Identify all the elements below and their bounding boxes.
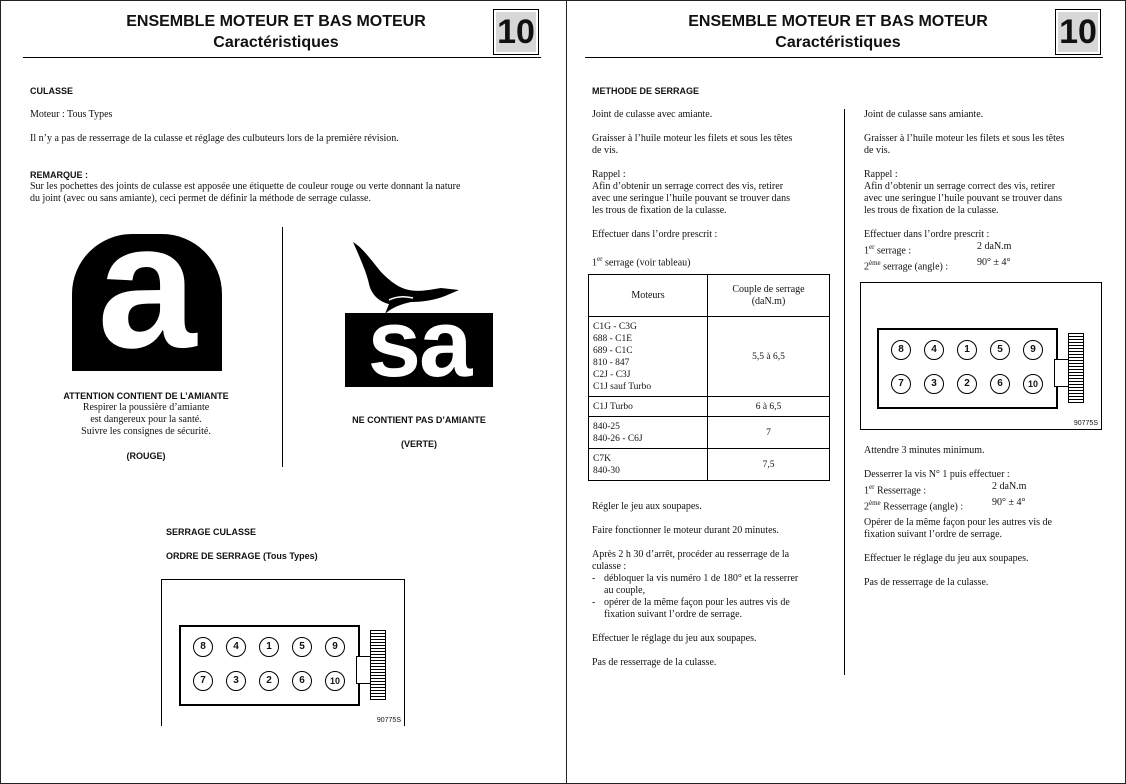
col2-operer-line1: Opérer de la même façon pour les autres vis de: [864, 517, 1052, 528]
col2-operer-line2: fixation suivant l’ordre de serrage.: [864, 529, 1003, 540]
bolt-top-2: 4: [226, 637, 246, 657]
bolt-bottom-1: 7: [891, 374, 911, 394]
col2-r2-sup: ème: [869, 499, 881, 508]
bolt-top-5: 9: [1023, 340, 1043, 360]
header-rule: [23, 57, 541, 58]
col2-r2-value: 90° ± 4°: [992, 497, 1026, 509]
no-asbestos-color: (VERTE): [401, 439, 437, 449]
table-header-moteurs: Moteurs: [589, 275, 708, 317]
methode-heading: METHODE DE SERRAGE: [592, 86, 700, 96]
engine-c2j: C2J - C3J: [593, 369, 631, 380]
culasse-heading: CULASSE: [30, 86, 74, 96]
col1-rappel-line3: les trous de fixation de la culasse.: [592, 205, 727, 216]
col2-s2-num: 2: [864, 261, 869, 273]
no-asbestos-logo-letters: sa: [367, 313, 471, 387]
header-subtitle: Caractéristiques: [775, 34, 901, 51]
col2-rappel-line2: avec une seringue l’huile pouvant se trouver dans: [864, 193, 1062, 204]
bolt-top-5: 9: [325, 637, 345, 657]
serrage-heading: SERRAGE CULASSE: [166, 527, 257, 537]
col2-graisser-line1: Graisser à l’huile moteur les filets et sous les têtes: [864, 133, 1065, 144]
col1-faire: Faire fonctionner le moteur durant 20 minutes.: [592, 525, 779, 536]
column-divider: [844, 109, 845, 675]
bird-icon: [349, 238, 474, 316]
col1-bullet-2-line1: opérer de la même façon pour les autres vis de: [604, 597, 790, 608]
col2-graisser: [864, 133, 1064, 157]
remarque-line-1: Sur les pochettes des joints de culasse est apposée une étiquette de couleur rouge ou verte donnant la nature: [30, 181, 461, 192]
col2-r2-label: Resserrage (angle) :: [880, 501, 964, 513]
no-asbestos-note: [319, 414, 519, 450]
bolt-bottom-4: 6: [990, 374, 1010, 394]
col1-pas: Pas de resserrage de la culasse.: [592, 657, 717, 668]
no-asbestos-title: NE CONTIENT PAS D’AMIANTE: [352, 415, 486, 425]
col2-attendre: Attendre 3 minutes minimum.: [864, 445, 985, 456]
col2-resserrage-1: [864, 481, 1084, 497]
col2-r2-num: 2: [864, 501, 869, 513]
bolt-top-1: 8: [193, 637, 213, 657]
asbestos-warning-line1: Respirer la poussière d’amiante: [82, 402, 210, 413]
engine-689: 689 - C1C: [593, 345, 633, 356]
table-row: [589, 417, 830, 449]
remarque-line-2: du joint (avec ou sans amiante), ceci permet de définir la méthode de serrage culasse.: [30, 193, 371, 204]
engine-688: 688 - C1E: [593, 333, 633, 344]
table-row4-engines: [589, 449, 708, 481]
asbestos-logo: [72, 234, 222, 371]
table-row: [589, 397, 830, 417]
col2-effectuer: [864, 229, 1084, 274]
cylinder-head-outline: [877, 328, 1058, 409]
col1-rappel-title: Rappel :: [592, 169, 626, 180]
bolt-top-1: 8: [891, 340, 911, 360]
bolt-bottom-1: 7: [193, 671, 213, 691]
table-row2-engines: C1J Turbo: [589, 397, 708, 417]
engine-840-25: 840-25: [593, 421, 620, 432]
col1-rappel-line2: avec une seringue l’huile pouvant se trouver dans: [592, 193, 790, 204]
col2-operer: [864, 517, 1052, 541]
asbestos-logo-letter: a: [97, 234, 197, 371]
bolt-bottom-5: 10: [1023, 374, 1043, 394]
col2-effectuer-title: Effectuer dans l’ordre prescrit :: [864, 229, 990, 240]
bolt-top-3: 1: [259, 637, 279, 657]
bolt-bottom-2: 3: [924, 374, 944, 394]
bolt-bottom-2: 3: [226, 671, 246, 691]
col1-apres: [592, 549, 822, 621]
col2-pas: Pas de resserrage de la culasse.: [864, 577, 989, 588]
header-rule: [585, 57, 1103, 58]
engine-c1g: C1G - C3G: [593, 321, 637, 332]
col1-graisser-line1: Graisser à l’huile moteur les filets et sous les têtes: [592, 133, 793, 144]
col1-serrage1-text: serrage (voir tableau): [602, 257, 691, 269]
col2-desserrer: [864, 469, 1084, 514]
bolt-top-2: 4: [924, 340, 944, 360]
bolt-top-3: 1: [957, 340, 977, 360]
col1-bullet-2: - opérer de la même façon pour les autres vis de fixation suivant l’ordre de serrage.: [592, 597, 822, 621]
col2-serrage-1: [864, 241, 1084, 257]
col2-joint: Joint de culasse sans amiante.: [864, 109, 984, 120]
bolt-top-4: 5: [292, 637, 312, 657]
engine-840-30: 840-30: [593, 465, 620, 476]
col2-s1-sup: er: [869, 243, 875, 251]
tightening-order-diagram-2: [860, 282, 1102, 430]
bolt-top-4: 5: [990, 340, 1010, 360]
table-row3-torque: 7: [708, 417, 830, 449]
bolt-bottom-3: 2: [259, 671, 279, 691]
col1-serrage1-num: 1: [592, 257, 597, 269]
intro-text: Il n’y a pas de resserrage de la culasse et réglage des culbuteurs lors de la première révision.: [30, 133, 399, 144]
col1-bullet-1: - débloquer la vis numéro 1 de 180° et la resserrer au couple,: [592, 573, 822, 597]
table-row: [589, 449, 830, 481]
no-asbestos-logo: [345, 313, 493, 387]
section-number: 10: [1055, 9, 1101, 55]
asbestos-warning-line3: Suivre les consignes de sécurité.: [81, 426, 211, 437]
engine-c7k: C7K: [593, 453, 611, 464]
col1-serrage1: [592, 253, 690, 269]
col2-serrage-2: [864, 257, 1084, 273]
col2-effectuer-reglage: Effectuer le réglage du jeu aux soupapes.: [864, 553, 1029, 564]
header-title: ENSEMBLE MOTEUR ET BAS MOTEUR: [688, 13, 988, 30]
col2-desserrer-title: Desserrer la vis N° 1 puis effectuer :: [864, 469, 1010, 480]
col2-r1-label: Resserrage :: [874, 485, 927, 497]
col2-s1-label: serrage :: [874, 245, 912, 257]
col2-resserrage-2: [864, 497, 1084, 513]
engine-810: 810 - 847: [593, 357, 630, 368]
asbestos-color: (ROUGE): [126, 451, 166, 461]
col1-regler: Régler le jeu aux soupapes.: [592, 501, 702, 512]
col2-r1-sup: er: [869, 483, 875, 491]
col1-joint: Joint de culasse avec amiante.: [592, 109, 713, 120]
asbestos-warning: [41, 390, 251, 462]
table-row4-torque: 7,5: [708, 449, 830, 481]
engine-840-26: 840-26 - C6J: [593, 433, 643, 444]
ordre-heading: ORDRE DE SERRAGE (Tous Types): [166, 551, 318, 561]
right-page: [566, 0, 1126, 784]
col1-bullet-1-line1: débloquer la vis numéro 1 de 180° et la resserrer: [604, 573, 799, 584]
timing-pulley: [370, 630, 386, 700]
header-subtitle: Caractéristiques: [213, 34, 339, 51]
remarque-heading: REMARQUE :: [30, 170, 88, 180]
col1-rappel-line1: Afin d’obtenir un serrage correct des vis, retirer: [592, 181, 784, 192]
col2-r1-value: 2 daN.m: [992, 481, 1027, 492]
col1-bullet-2-line2: fixation suivant l’ordre de serrage.: [604, 609, 743, 620]
cylinder-head-outline: [179, 625, 360, 706]
table-row: [589, 317, 830, 397]
engine-c1j: C1J sauf Turbo: [593, 381, 652, 392]
tightening-order-diagram: [161, 579, 405, 726]
col2-rappel: [864, 169, 1062, 217]
table-row1-engines: [589, 317, 708, 397]
col1-graisser-line2: de vis.: [592, 145, 619, 156]
diagram-ref: 90775S: [1073, 420, 1098, 427]
table-row3-engines: [589, 417, 708, 449]
bolt-bottom-4: 6: [292, 671, 312, 691]
diagram-ref: 90775S: [376, 717, 401, 724]
moteur-line: Moteur : Tous Types: [30, 109, 113, 120]
col1-serrage1-sup: er: [597, 255, 603, 263]
bolt-bottom-5: 10: [325, 671, 345, 691]
col1-effectuer-reglage: Effectuer le réglage du jeu aux soupapes.: [592, 633, 757, 644]
col2-rappel-line1: Afin d’obtenir un serrage correct des vis, retirer: [864, 181, 1056, 192]
col2-graisser-line2: de vis.: [864, 145, 891, 156]
col1-apres-line1: Après 2 h 30 d’arrêt, procéder au resserrage de la: [592, 549, 790, 560]
col1-graisser: [592, 133, 792, 157]
asbestos-warning-title: ATTENTION CONTIENT DE L’AMIANTE: [63, 391, 229, 401]
timing-pulley: [1068, 333, 1084, 403]
col1-bullet-1-line2: au couple,: [604, 585, 646, 596]
col2-s1-value: 2 daN.m: [977, 241, 1012, 252]
col1-rappel: [592, 169, 790, 217]
col1-effectuer: Effectuer dans l’ordre prescrit :: [592, 229, 718, 240]
col2-rappel-title: Rappel :: [864, 169, 898, 180]
table-row1-torque: 5,5 à 6,5: [708, 317, 830, 397]
table-header-couple: [708, 275, 830, 317]
col2-rappel-line3: les trous de fixation de la culasse.: [864, 205, 999, 216]
table-header-couple-line1: Couple de serrage: [732, 283, 805, 295]
section-number: 10: [493, 9, 539, 55]
col2-s1-num: 1: [864, 245, 869, 257]
col2-s2-value: 90° ± 4°: [977, 257, 1011, 269]
bolt-bottom-3: 2: [957, 374, 977, 394]
col1-apres-line2: culasse :: [592, 561, 627, 572]
col2-s2-label: serrage (angle) :: [880, 261, 949, 273]
header-title: ENSEMBLE MOTEUR ET BAS MOTEUR: [126, 13, 426, 30]
table-header-couple-line2: (daN.m): [751, 295, 786, 307]
table-row2-torque: 6 à 6,5: [708, 397, 830, 417]
torque-table: [588, 274, 830, 481]
asbestos-warning-line2: est dangereux pour la santé.: [90, 414, 202, 425]
col2-s2-sup: ème: [869, 259, 881, 268]
logo-divider: [282, 227, 283, 467]
col2-r1-num: 1: [864, 485, 869, 497]
